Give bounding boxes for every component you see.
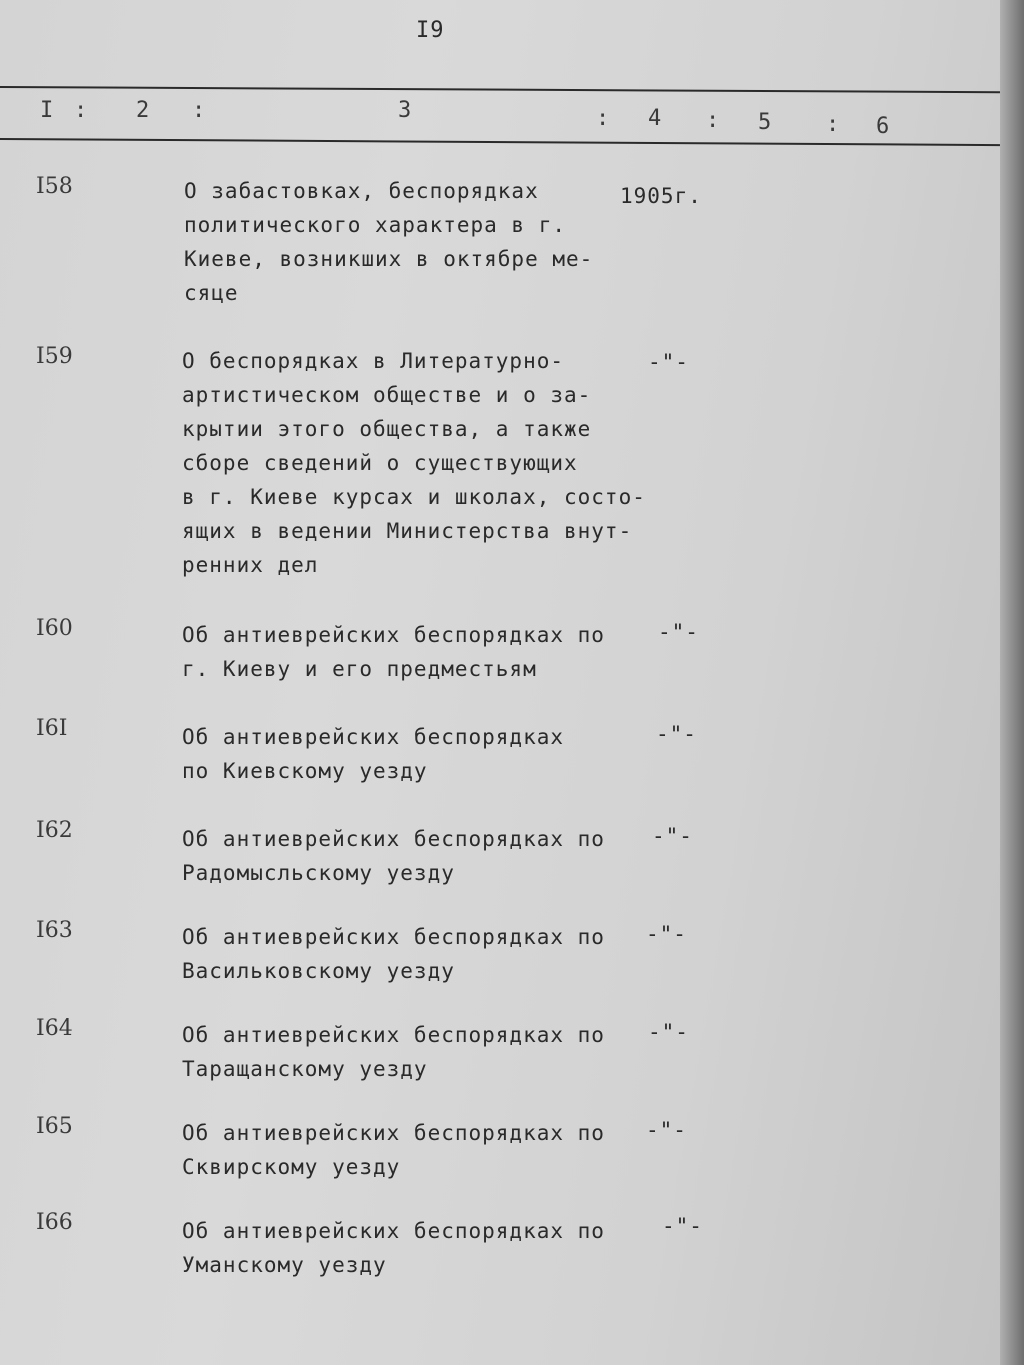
column-header-4: 4	[648, 106, 662, 131]
entry-title: О беспорядках в Литературно- артистическом обществе и о за- крытии этого общества, а также сборе сведений о существующих в г. Киеве курсах и школах, состо- ящих в ведении Министерства внут- ренних дел	[182, 349, 646, 577]
entry-title: Об антиеврейских беспорядках по Васильковскому уезду	[182, 925, 605, 983]
entry-number: I64	[36, 1016, 73, 1041]
entry-date: -"-	[652, 824, 693, 848]
entry-number: I60	[36, 616, 73, 641]
entry-date: -"-	[662, 1214, 703, 1238]
entry-title: Об антиеврейских беспорядках по Таращанскому уезду	[182, 1023, 605, 1081]
entry-date: 1905г.	[620, 184, 702, 208]
entry-number: I62	[36, 818, 73, 843]
column-separator: :	[826, 112, 840, 137]
entry-number: I65	[36, 1114, 73, 1139]
entry-title: Об антиеврейских беспорядках по г. Киеву и его предместьям	[182, 623, 605, 681]
column-separator: :	[192, 98, 206, 123]
column-header-2: 2	[136, 98, 150, 123]
entry-title: Об антиеврейских беспорядках по Уманскому уезду	[182, 1219, 605, 1277]
page-number: I9	[416, 18, 445, 43]
entry-number: I6I	[36, 716, 68, 741]
entry-date: -"-	[658, 620, 699, 644]
entry-title: Об антиеврейских беспорядках по Радомысльскому уезду	[182, 827, 605, 885]
column-separator: :	[706, 108, 720, 133]
header-rule-top	[0, 86, 1000, 93]
column-header-3: 3	[398, 98, 412, 123]
column-header-5: 5	[758, 110, 772, 135]
column-separator: :	[74, 98, 88, 123]
entry-number: I63	[36, 918, 73, 943]
entry-title: О забастовках, беспорядках политического характера в г. Киеве, возникших в октябре ме- сяце	[184, 179, 594, 305]
entry-number: I59	[36, 344, 73, 369]
entry-date: -"-	[648, 350, 689, 374]
entry-date: -"-	[646, 1118, 687, 1142]
entry-number: I58	[36, 174, 73, 199]
entry-title: Об антиеврейских беспорядках по Киевскому уезду	[182, 725, 565, 783]
column-header-1: I	[40, 98, 54, 123]
entry-date: -"-	[646, 922, 687, 946]
column-header-6: 6	[876, 114, 890, 139]
entry-date: -"-	[648, 1020, 689, 1044]
page-edge-shadow	[1000, 0, 1024, 1365]
entry-number: I66	[36, 1210, 73, 1235]
entry-date: -"-	[656, 722, 697, 746]
column-separator: :	[596, 106, 610, 131]
header-rule-bottom	[0, 138, 1000, 146]
entry-title: Об антиеврейских беспорядках по Сквирскому уезду	[182, 1121, 605, 1179]
